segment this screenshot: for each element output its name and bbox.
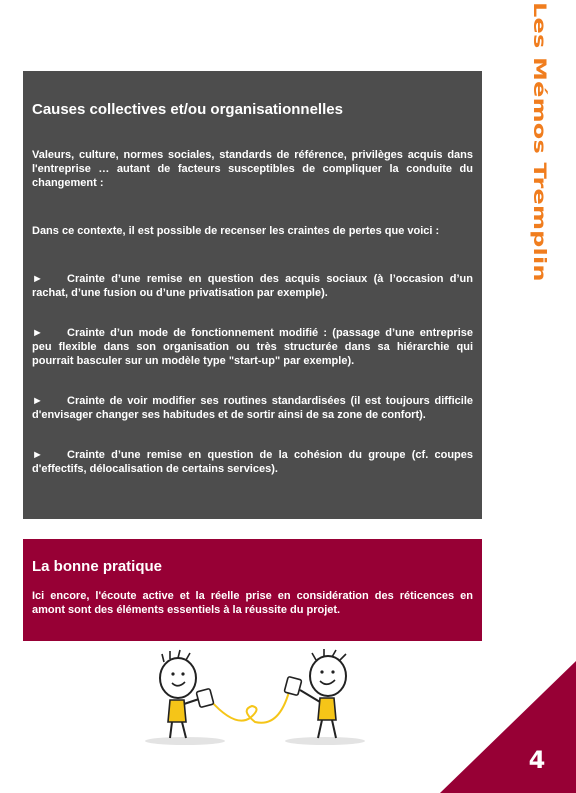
page-number: 4 [528,746,546,774]
list-item [32,394,473,422]
list-item-text: Crainte d’un mode de fonctionnement modifié : (passage d’une entreprise peu flexible dans son organisation ou très structurée dans sa hiérarchie qui pourrait basculer sur un modèle type "start-up" par exemple). [32,327,473,367]
tin-can-telephone-illustration [140,648,370,748]
causes-context: Dans ce contexte, il est possible de recenser les craintes de pertes que voici : [32,225,440,237]
causes-section [23,71,482,519]
shadow-left [145,737,225,745]
left-figure [160,650,214,738]
causes-intro: Valeurs, culture, normes sociales, standards de référence, privilèges acquis dans l'entreprise … autant de facteurs susceptibles de compliquer la conduite du changement : [32,149,473,189]
shadow-right [285,737,365,745]
good-practice-text: Ici encore, l'écoute active et la réelle prise en considération des réticences en amont sont des éléments essentiels à la réussite du projet. [32,590,473,616]
good-practice-section [23,539,482,641]
list-item [32,448,473,476]
arrow-bullet-icon: ► [32,327,43,339]
list-item-text: Crainte de voir modifier ses routines standardisées (il est toujours difficile d'envisager changer ses habitudes et de sortir ainsi de sa zone de confort). [32,395,473,421]
corner-triangle [440,661,576,793]
list-item-text: Crainte d’une remise en question de la cohésion du groupe (cf. coupes d'effectifs, délocalisation de certains services). [32,449,473,475]
causes-heading: Causes collectives et/ou organisationnelles [32,101,343,118]
good-practice-heading: La bonne pratique [32,558,163,575]
string [210,688,290,723]
side-title [528,2,552,282]
arrow-bullet-icon: ► [32,395,43,407]
arrow-bullet-icon: ► [32,273,43,285]
list-item [32,326,473,368]
list-item-text: Crainte d’une remise en question des acquis sociaux (à l’occasion d’un rachat, d’une fusion ou d’une privatisation par exemple). [32,273,473,299]
list-item [32,272,473,300]
arrow-bullet-icon: ► [32,449,43,461]
right-figure [284,649,346,738]
side-title-text: Les Mémos Tremplin [529,2,551,282]
